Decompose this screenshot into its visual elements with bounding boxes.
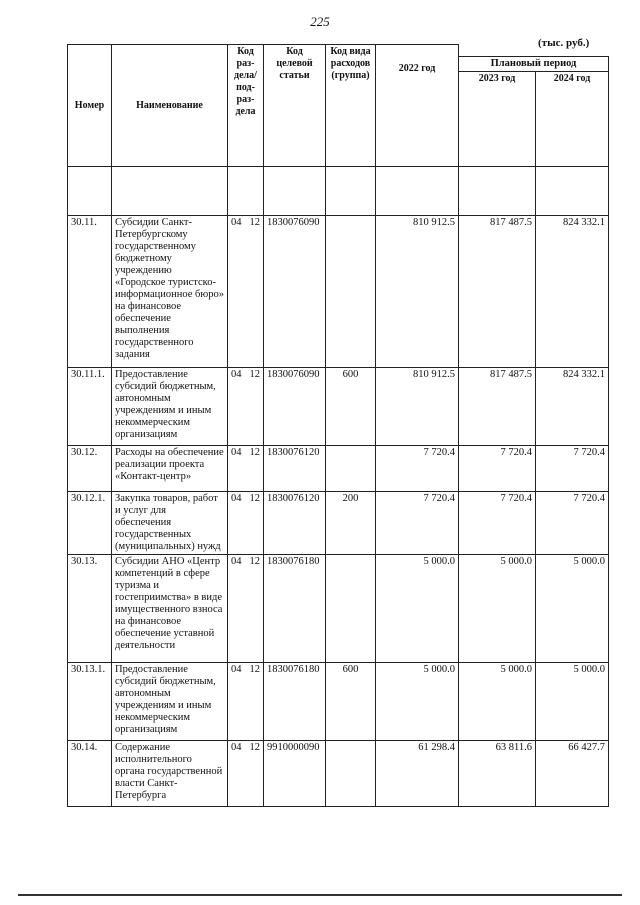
row-article-code: 1830076180 bbox=[264, 663, 326, 741]
row-value-2023: 63 811.6 bbox=[459, 741, 536, 807]
row-section-code bbox=[228, 741, 264, 807]
table-row bbox=[68, 741, 609, 807]
row-expense-code bbox=[326, 446, 376, 492]
row-article-code: 1830076180 bbox=[264, 555, 326, 663]
row-expense-code: 600 bbox=[326, 663, 376, 741]
row-number: 30.12.1. bbox=[68, 492, 112, 555]
table-row bbox=[68, 492, 609, 555]
row-value-2024: 7 720.4 bbox=[536, 492, 609, 555]
row-section: 04 bbox=[231, 664, 242, 675]
row-article-code: 1830076090 bbox=[264, 216, 326, 368]
table-row bbox=[68, 216, 609, 368]
row-value-2024: 5 000.0 bbox=[536, 555, 609, 663]
row-number: 30.11. bbox=[68, 216, 112, 368]
row-number: 30.13.1. bbox=[68, 663, 112, 741]
row-expense-code bbox=[326, 741, 376, 807]
header-2023: 2023 год bbox=[459, 72, 536, 167]
row-value-2023: 7 720.4 bbox=[459, 446, 536, 492]
row-value-2022: 810 912.5 bbox=[376, 368, 459, 446]
row-value-2024: 5 000.0 bbox=[536, 663, 609, 741]
row-subsection: 12 bbox=[249, 369, 260, 380]
row-section: 04 bbox=[231, 493, 242, 504]
row-value-2023: 817 487.5 bbox=[459, 216, 536, 368]
header-expense: Код вида расходов (группа) bbox=[326, 45, 376, 167]
row-subsection: 12 bbox=[249, 664, 260, 675]
row-number: 30.12. bbox=[68, 446, 112, 492]
row-section-code bbox=[228, 446, 264, 492]
table-row bbox=[68, 555, 609, 663]
row-article-code: 1830076090 bbox=[264, 368, 326, 446]
row-value-2024: 7 720.4 bbox=[536, 446, 609, 492]
header-2024: 2024 год bbox=[536, 72, 609, 167]
units-label: (тыс. руб.) bbox=[538, 37, 590, 49]
row-section: 04 bbox=[231, 369, 242, 380]
header-section: Код раз-дела/ под-раз-дела bbox=[228, 45, 264, 167]
row-section-code bbox=[228, 555, 264, 663]
spacer-row bbox=[68, 167, 609, 216]
header-2022: 2022 год bbox=[376, 45, 459, 167]
row-name: Расходы на обеспечение реализации проекта «Контакт-центр» bbox=[112, 446, 228, 492]
row-name: Предоставление субсидий бюджетным, автономным учреждениям и иным некоммерческим организациям bbox=[112, 663, 228, 741]
row-section: 04 bbox=[231, 742, 242, 753]
row-article-code: 1830076120 bbox=[264, 492, 326, 555]
row-subsection: 12 bbox=[249, 447, 260, 458]
row-number: 30.13. bbox=[68, 555, 112, 663]
row-value-2024: 824 332.1 bbox=[536, 216, 609, 368]
row-name: Субсидии Санкт-Петербургскому государственному бюджетному учреждению «Городское туристско-информационное бюро» на финансовое обеспечение выполнения государственного задания bbox=[112, 216, 228, 368]
row-name: Субсидии АНО «Центр компетенций в сфере туризма и гостеприимства» в виде имущественного взноса на финансовое обеспечение уставной деятельности bbox=[112, 555, 228, 663]
row-value-2023: 7 720.4 bbox=[459, 492, 536, 555]
page-number: 225 bbox=[310, 14, 330, 29]
row-subsection: 12 bbox=[249, 217, 260, 228]
row-section: 04 bbox=[231, 217, 242, 228]
budget-table bbox=[67, 44, 609, 807]
row-value-2022: 7 720.4 bbox=[376, 446, 459, 492]
table-row bbox=[68, 368, 609, 446]
row-value-2023: 5 000.0 bbox=[459, 555, 536, 663]
row-article-code: 1830076120 bbox=[264, 446, 326, 492]
row-value-2022: 61 298.4 bbox=[376, 741, 459, 807]
header-planned: Плановый период bbox=[459, 57, 609, 72]
header-name: Наименование bbox=[112, 45, 228, 167]
row-expense-code: 600 bbox=[326, 368, 376, 446]
header-num: Номер bbox=[68, 45, 112, 167]
row-section-code bbox=[228, 492, 264, 555]
row-value-2023: 817 487.5 bbox=[459, 368, 536, 446]
table-row bbox=[68, 446, 609, 492]
table-row bbox=[68, 663, 609, 741]
row-article-code: 9910000090 bbox=[264, 741, 326, 807]
row-name: Закупка товаров, работ и услуг для обеспечения государственных (муниципальных) нужд bbox=[112, 492, 228, 555]
header-article: Код целевой статьи bbox=[264, 45, 326, 167]
row-subsection: 12 bbox=[249, 493, 260, 504]
row-name: Содержание исполнительного органа государственной власти Санкт-Петербурга bbox=[112, 741, 228, 807]
row-section-code bbox=[228, 663, 264, 741]
row-number: 30.14. bbox=[68, 741, 112, 807]
row-expense-code bbox=[326, 216, 376, 368]
row-value-2022: 5 000.0 bbox=[376, 663, 459, 741]
row-section-code bbox=[228, 368, 264, 446]
row-subsection: 12 bbox=[249, 742, 260, 753]
row-expense-code bbox=[326, 555, 376, 663]
row-value-2022: 810 912.5 bbox=[376, 216, 459, 368]
row-section: 04 bbox=[231, 447, 242, 458]
row-name: Предоставление субсидий бюджетным, автономным учреждениям и иным некоммерческим организациям bbox=[112, 368, 228, 446]
row-value-2023: 5 000.0 bbox=[459, 663, 536, 741]
row-expense-code: 200 bbox=[326, 492, 376, 555]
row-subsection: 12 bbox=[249, 556, 260, 567]
row-section: 04 bbox=[231, 556, 242, 567]
row-number: 30.11.1. bbox=[68, 368, 112, 446]
row-section-code bbox=[228, 216, 264, 368]
bottom-rule bbox=[18, 894, 622, 896]
row-value-2024: 66 427.7 bbox=[536, 741, 609, 807]
header-blank bbox=[459, 45, 609, 57]
row-value-2022: 7 720.4 bbox=[376, 492, 459, 555]
row-value-2024: 824 332.1 bbox=[536, 368, 609, 446]
row-value-2022: 5 000.0 bbox=[376, 555, 459, 663]
